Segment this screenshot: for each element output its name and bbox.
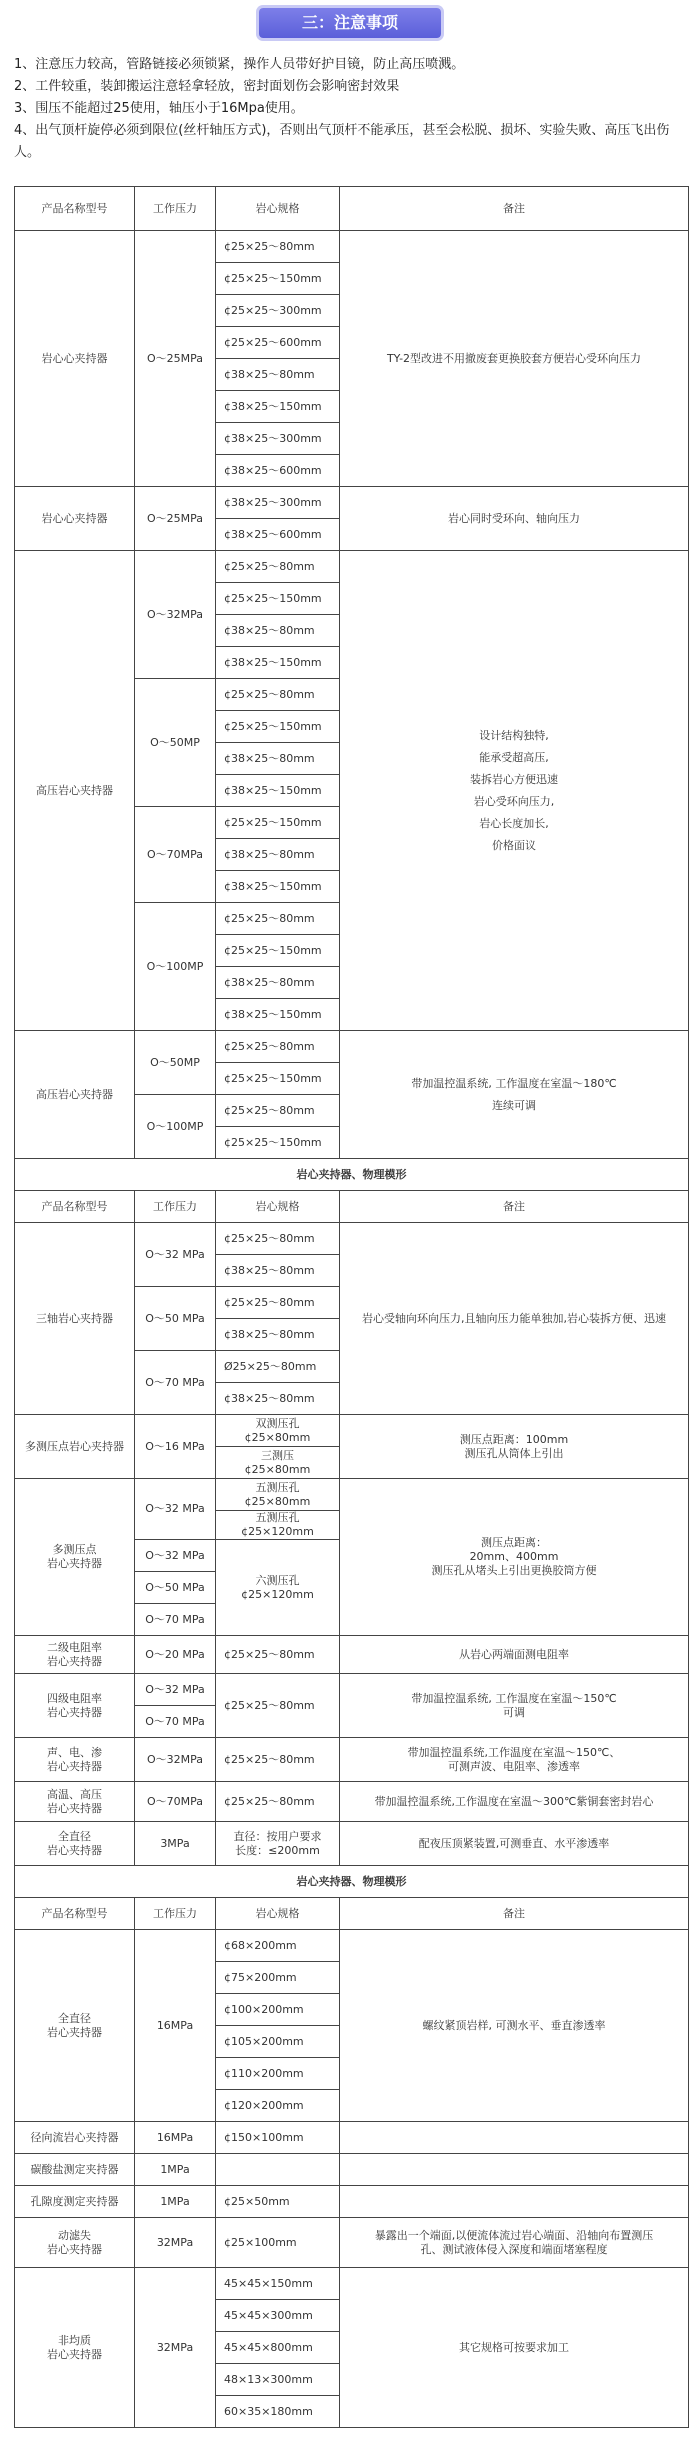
table-row <box>15 1822 689 1866</box>
spec-cell <box>216 1447 340 1479</box>
spec-cell: ¢105×200mm <box>216 2026 340 2058</box>
spec-cell: ¢25×100mm <box>216 2218 340 2268</box>
remark-cell <box>340 2218 689 2268</box>
product-name: 高压岩心夹持器 <box>15 1031 135 1159</box>
header-spec: 岩心规格 <box>216 1191 340 1223</box>
spec-line: 五测压孔 <box>255 1511 300 1524</box>
remark-line: 岩心受环向压力, <box>473 794 555 808</box>
name-line: 四级电阻率 <box>47 1691 102 1705</box>
spec-cell: ¢25×25～80mm <box>216 1223 340 1255</box>
name-line: 二级电阻率 <box>47 1640 102 1654</box>
spec-cell: ¢25×25～80mm <box>216 903 340 935</box>
spec-cell: ¢120×200mm <box>216 2090 340 2122</box>
pressure-cell: O～70 MPa <box>135 1706 216 1738</box>
name-line: 岩心夹持器 <box>47 1705 102 1719</box>
product-table <box>14 186 689 2428</box>
pressure-cell: O～32MPa <box>135 551 216 679</box>
spec-cell: 45×45×300mm <box>216 2300 340 2332</box>
spec-cell: ¢68×200mm <box>216 1930 340 1962</box>
pressure-cell: 1MPa <box>135 2186 216 2218</box>
spec-cell: ¢38×25～300mm <box>216 423 340 455</box>
table-row <box>15 231 689 263</box>
spec-cell: ¢150×100mm <box>216 2122 340 2154</box>
pressure-cell: 16MPa <box>135 1930 216 2122</box>
pressure-cell: O～25MPa <box>135 487 216 551</box>
product-name <box>15 1930 135 2122</box>
remark-cell <box>340 1738 689 1782</box>
name-line: 声、电、渗 <box>47 1745 102 1759</box>
table-row <box>15 1223 689 1255</box>
spec-cell: Ø25×25～80mm <box>216 1351 340 1383</box>
spec-cell: ¢25×25～80mm <box>216 551 340 583</box>
spec-cell: ¢25×25～150mm <box>216 263 340 295</box>
pressure-cell: O～70MPa <box>135 807 216 903</box>
pressure-cell: O～32 MPa <box>135 1674 216 1706</box>
header-name: 产品名称型号 <box>15 1191 135 1223</box>
name-line: 岩心夹持器 <box>47 2242 102 2256</box>
pressure-cell: O～16 MPa <box>135 1415 216 1479</box>
spec-cell: ¢38×25～150mm <box>216 999 340 1031</box>
remark-cell <box>340 1479 689 1636</box>
spec-line: ¢25×120mm <box>241 1525 314 1538</box>
product-name: 碳酸盐测定夹持器 <box>15 2154 135 2186</box>
spec-line: 直径：按用户要求 <box>233 1829 322 1843</box>
spec-cell: ¢25×25～150mm <box>216 1063 340 1095</box>
header-remark: 备注 <box>340 1191 689 1223</box>
table-row <box>15 1782 689 1822</box>
table-header-row <box>15 1898 689 1930</box>
note-item: 3、围压不能超过25使用，轴压小于16Mpa使用。 <box>14 101 304 116</box>
spec-cell: ¢25×25～80mm <box>216 679 340 711</box>
remark-line: 测压孔从筒体上引出 <box>464 1446 564 1460</box>
spec-cell: 45×45×800mm <box>216 2332 340 2364</box>
spec-cell: 48×13×300mm <box>216 2364 340 2396</box>
remark-line: 暴露出一个端面,以便流体流过岩心端面、沿轴向布置测压 <box>374 2228 654 2242</box>
remark-line: 带加温控温系统, 工作温度在室温～150℃ <box>411 1691 617 1705</box>
header-pressure: 工作压力 <box>135 187 216 231</box>
spec-cell: ¢25×25～80mm <box>216 1031 340 1063</box>
pressure-cell: O～70MPa <box>135 1782 216 1822</box>
table-row <box>15 1479 689 1511</box>
spec-line: ¢25×80mm <box>244 1462 311 1476</box>
product-name <box>15 2218 135 2268</box>
pressure-cell: 3MPa <box>135 1822 216 1866</box>
product-name <box>15 1674 135 1738</box>
product-name: 岩心心夹持器 <box>15 487 135 551</box>
spec-cell: ¢25×25～80mm <box>216 1095 340 1127</box>
spec-cell: ¢25×25～150mm <box>216 935 340 967</box>
remark-line: 岩心长度加长, <box>479 816 549 830</box>
spec-line: 六测压孔 <box>255 1573 300 1587</box>
spec-cell: ¢25×25～150mm <box>216 807 340 839</box>
notes-list <box>14 54 690 164</box>
spec-cell: ¢25×25～80mm <box>216 1738 340 1782</box>
header-remark: 备注 <box>340 1898 689 1930</box>
spec-line: ¢25×80mm <box>244 1494 311 1508</box>
product-name <box>15 1636 135 1674</box>
name-line: 全直径 <box>58 2011 91 2025</box>
remark-line: 带加温控温系统, 工作温度在室温～180℃ <box>411 1076 617 1090</box>
pressure-cell: 32MPa <box>135 2218 216 2268</box>
spec-cell: ¢38×25～80mm <box>216 1319 340 1351</box>
pressure-cell: 16MPa <box>135 2122 216 2154</box>
spec-cell: ¢25×25～150mm <box>216 711 340 743</box>
remark-cell <box>340 1674 689 1738</box>
pressure-cell: 1MPa <box>135 2154 216 2186</box>
table-header-row <box>15 187 689 231</box>
pressure-cell: O～50MP <box>135 679 216 807</box>
name-line: 动滤失 <box>58 2228 91 2242</box>
table-row <box>15 2122 689 2154</box>
product-name: 孔隙度测定夹持器 <box>15 2186 135 2218</box>
pressure-cell: O～32 MPa <box>135 1479 216 1540</box>
section-title: 岩心夹持器、物理模形 <box>15 1159 689 1191</box>
remark-cell: 岩心受轴向环向压力,且轴向压力能单独加,岩心装拆方便、迅速 <box>340 1223 689 1415</box>
table-header-row <box>15 1191 689 1223</box>
name-line: 全直径 <box>58 1829 91 1843</box>
spec-cell: ¢38×25～80mm <box>216 1383 340 1415</box>
remark-line: 可调 <box>503 1705 525 1719</box>
product-name <box>15 1479 135 1636</box>
name-line: 岩心夹持器 <box>47 1557 102 1570</box>
spec-cell: ¢38×25～150mm <box>216 871 340 903</box>
remark-cell: 其它规格可按要求加工 <box>340 2268 689 2428</box>
pressure-cell: O～100MP <box>135 1095 216 1159</box>
spec-cell: ¢38×25～600mm <box>216 519 340 551</box>
remark-line: 20mm、400mm <box>469 1550 559 1563</box>
remark-cell: 岩心同时受环向、轴向压力 <box>340 487 689 551</box>
pressure-cell: O～32MPa <box>135 1738 216 1782</box>
pressure-cell: O～50 MPa <box>135 1287 216 1351</box>
remark-line: 设计结构独特, <box>479 728 549 742</box>
header-name: 产品名称型号 <box>15 187 135 231</box>
spec-cell: ¢25×25～300mm <box>216 295 340 327</box>
remark-line: 孔、测试液体侵入深度和端面堵塞程度 <box>420 2242 608 2256</box>
remark-cell: TY-2型改进不用撤废套更换胶套方便岩心受环向压力 <box>340 231 689 487</box>
remark-line: 能承受超高压, <box>479 750 549 764</box>
section-banner: 三：注意事项 <box>259 8 441 38</box>
remark-cell: 带加温控温系统,工作温度在室温～300℃紫铜套密封岩心 <box>340 1782 689 1822</box>
table-row <box>15 2186 689 2218</box>
name-line: 非均质 <box>58 2333 91 2347</box>
remark-cell <box>340 2154 689 2186</box>
remark-cell: 从岩心两端面测电阻率 <box>340 1636 689 1674</box>
spec-cell: ¢38×25～300mm <box>216 487 340 519</box>
name-line: 岩心夹持器 <box>47 1654 102 1668</box>
name-line: 岩心夹持器 <box>47 2025 102 2039</box>
spec-cell: ¢110×200mm <box>216 2058 340 2090</box>
table-row <box>15 2154 689 2186</box>
product-name: 多测压点岩心夹持器 <box>15 1415 135 1479</box>
pressure-cell: O～50 MPa <box>135 1572 216 1604</box>
remark-line: 测压点距离：100mm <box>459 1432 569 1446</box>
remark-line: 装拆岩心方便迅速 <box>470 772 558 786</box>
remark-line: 连续可调 <box>492 1098 536 1112</box>
header-remark: 备注 <box>340 187 689 231</box>
spec-cell: ¢25×25～150mm <box>216 1127 340 1159</box>
note-item: 4、出气顶杆旋停必须到限位(丝杆轴压方式)，否则出气顶杆不能承压，甚至会松脱、损坏、实验失败、高压飞出伤人。 <box>14 123 670 160</box>
name-line: 岩心夹持器 <box>47 1843 102 1857</box>
remark-cell: 配夜压顶紧装置,可测垂直、水平渗透率 <box>340 1822 689 1866</box>
remark-cell: 螺纹紧顶岩样, 可测水平、垂直渗透率 <box>340 1930 689 2122</box>
spec-cell <box>216 2154 340 2186</box>
pressure-cell: O～50MP <box>135 1031 216 1095</box>
pressure-cell: O～32 MPa <box>135 1540 216 1572</box>
product-name: 高压岩心夹持器 <box>15 551 135 1031</box>
table-row <box>15 487 689 519</box>
name-line: 岩心夹持器 <box>47 1801 102 1815</box>
spec-cell: ¢38×25～80mm <box>216 743 340 775</box>
spec-line: ¢25×120mm <box>241 1587 314 1601</box>
note-item: 1、注意压力较高，管路链接必须锁紧，操作人员带好护目镜，防止高压喷溅。 <box>14 57 465 72</box>
table-row <box>15 2268 689 2300</box>
header-pressure: 工作压力 <box>135 1898 216 1930</box>
remark-line: 价格面议 <box>492 838 536 852</box>
pressure-cell: O～100MP <box>135 903 216 1031</box>
spec-cell: ¢38×25～80mm <box>216 1255 340 1287</box>
remark-line: 带加温控温系统,工作温度在室温～150℃、 <box>407 1745 621 1759</box>
spec-cell: 60×35×180mm <box>216 2396 340 2428</box>
spec-cell: ¢100×200mm <box>216 1994 340 2026</box>
table-row <box>15 1674 689 1706</box>
spec-cell: ¢25×25～80mm <box>216 1636 340 1674</box>
table-row <box>15 1738 689 1782</box>
spec-cell: ¢38×25～80mm <box>216 359 340 391</box>
spec-cell <box>216 1479 340 1511</box>
spec-line: 三测压 <box>261 1448 294 1462</box>
name-line: 高温、高压 <box>47 1787 102 1801</box>
spec-cell: ¢38×25～150mm <box>216 647 340 679</box>
spec-cell: ¢25×25～80mm <box>216 231 340 263</box>
table-row <box>15 1636 689 1674</box>
pressure-cell: O～70 MPa <box>135 1604 216 1636</box>
header-name: 产品名称型号 <box>15 1898 135 1930</box>
spec-cell: ¢38×25～80mm <box>216 615 340 647</box>
remark-cell <box>340 2186 689 2218</box>
spec-line: 双测压孔 <box>255 1416 300 1430</box>
pressure-cell: O～25MPa <box>135 231 216 487</box>
pressure-cell: O～70 MPa <box>135 1351 216 1415</box>
spec-cell <box>216 1540 340 1636</box>
spec-cell: ¢25×25～150mm <box>216 583 340 615</box>
remark-cell <box>340 2122 689 2154</box>
pressure-cell: 32MPa <box>135 2268 216 2428</box>
spec-cell: ¢25×25～80mm <box>216 1287 340 1319</box>
spec-cell <box>216 1822 340 1866</box>
pressure-cell: O～20 MPa <box>135 1636 216 1674</box>
spec-cell: ¢38×25～150mm <box>216 391 340 423</box>
spec-cell: ¢25×25～600mm <box>216 327 340 359</box>
product-name: 径向流岩心夹持器 <box>15 2122 135 2154</box>
spec-cell: ¢38×25～150mm <box>216 775 340 807</box>
spec-cell: ¢25×50mm <box>216 2186 340 2218</box>
spec-line: ¢25×80mm <box>244 1430 311 1444</box>
remark-cell <box>340 1415 689 1479</box>
name-line: 岩心夹持器 <box>47 2347 102 2361</box>
spec-cell: ¢75×200mm <box>216 1962 340 1994</box>
header-spec: 岩心规格 <box>216 187 340 231</box>
table-row <box>15 2218 689 2268</box>
spec-line: 长度：≤200mm <box>235 1843 320 1857</box>
spec-cell <box>216 1511 340 1540</box>
section-row <box>15 1159 689 1191</box>
section-title: 岩心夹持器、物理模形 <box>15 1866 689 1898</box>
remark-cell <box>340 1031 689 1159</box>
spec-cell: ¢38×25～80mm <box>216 839 340 871</box>
table-row <box>15 551 689 583</box>
spec-cell: 45×45×150mm <box>216 2268 340 2300</box>
product-name: 岩心心夹持器 <box>15 231 135 487</box>
table-row <box>15 1930 689 1962</box>
spec-cell: ¢25×25～80mm <box>216 1782 340 1822</box>
remark-line: 可测声波、电阻率、渗透率 <box>448 1759 580 1773</box>
name-line: 岩心夹持器 <box>47 1759 102 1773</box>
spec-line: 五测压孔 <box>255 1480 300 1494</box>
product-name <box>15 1822 135 1866</box>
note-item: 2、工件较重，装卸搬运注意轻拿轻放，密封面划伤会影响密封效果 <box>14 79 400 94</box>
product-name <box>15 1782 135 1822</box>
name-line: 多测压点 <box>52 1543 97 1556</box>
remark-line: 测压点距离： <box>481 1536 547 1549</box>
header-spec: 岩心规格 <box>216 1898 340 1930</box>
product-name <box>15 1738 135 1782</box>
remark-cell <box>340 551 689 1031</box>
spec-cell: ¢38×25～600mm <box>216 455 340 487</box>
section-row <box>15 1866 689 1898</box>
table-row <box>15 1415 689 1447</box>
spec-cell: ¢25×25～80mm <box>216 1674 340 1738</box>
spec-cell <box>216 1415 340 1447</box>
product-name: 三轴岩心夹持器 <box>15 1223 135 1415</box>
spec-cell: ¢38×25～80mm <box>216 967 340 999</box>
pressure-cell: O～32 MPa <box>135 1223 216 1287</box>
header-pressure: 工作压力 <box>135 1191 216 1223</box>
product-name <box>15 2268 135 2428</box>
remark-line: 测压孔从堵头上引出更换胶筒方便 <box>431 1564 597 1577</box>
table-row <box>15 1031 689 1063</box>
